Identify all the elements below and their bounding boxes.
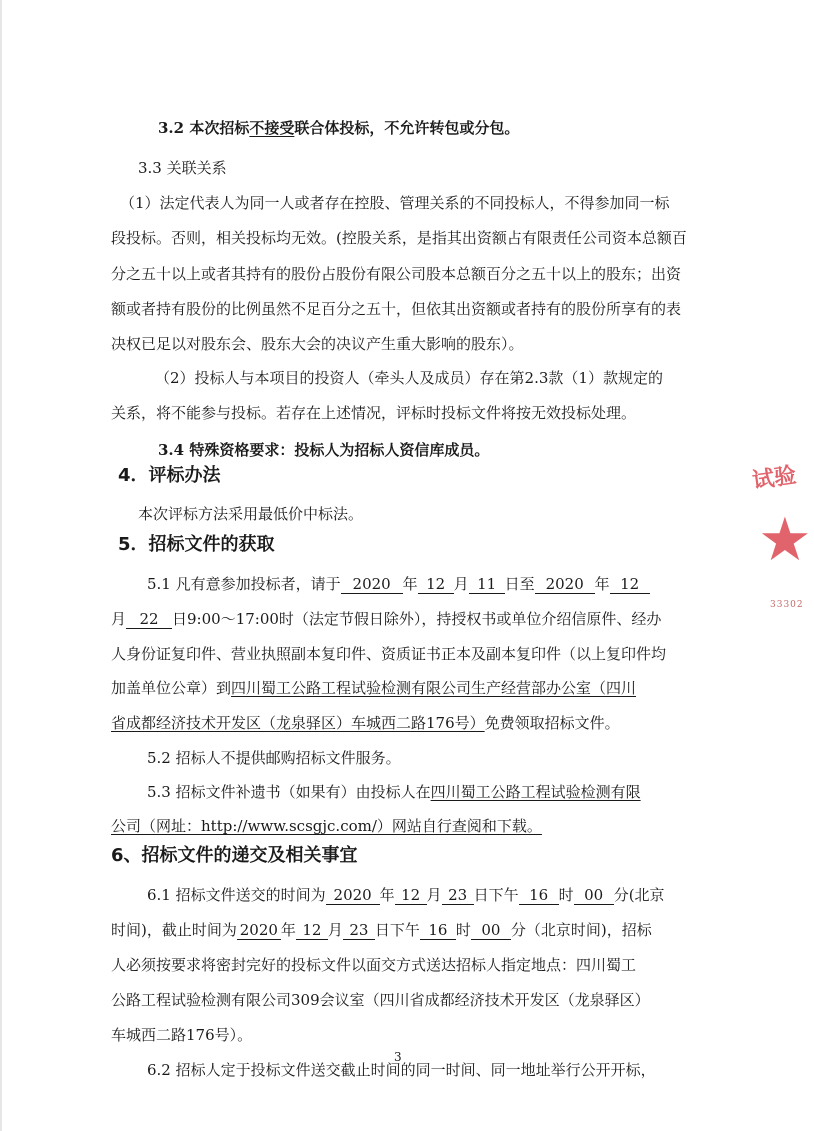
clause-3-3-p1-line: （1）法定代表人为同一人或者存在控股、管理关系的不同投标人，不得参加同一标 (120, 194, 670, 212)
clause-6-1-line1 (147, 885, 665, 905)
section-4-body: 本次评标方法采用最低价中标法。 (138, 505, 364, 523)
minute-field: 00 (574, 886, 614, 905)
page-edge (0, 0, 2, 1131)
seal-number: 33302 (770, 600, 804, 610)
month-field: 12 (296, 921, 328, 940)
month-field: 12 (610, 575, 650, 594)
clause-5-3-line2 (111, 816, 542, 836)
clause-6-1-line2 (111, 920, 652, 940)
text: 日下午 (374, 921, 420, 939)
text: 分(北京 (613, 886, 665, 904)
text: 月 (327, 921, 343, 939)
text: 日至 (504, 575, 535, 593)
clause-3-2-emphasis: 不接受 (249, 119, 295, 137)
year-field: 2020 (237, 921, 281, 940)
day-field: 23 (442, 886, 474, 905)
clause-6-1-line5: 车城西二路176号）。 (111, 1026, 253, 1044)
clause-5-1-line4 (111, 678, 636, 698)
day-field: 22 (126, 610, 172, 629)
text: 免费领取招标文件。 (484, 714, 620, 732)
clause-6-1-line4: 公路工程试验检测有限公司309会议室（四川省成都经济技术开发区（龙泉驿区） (111, 991, 650, 1009)
address-underlined: 省成都经济技术开发区（龙泉驿区）车城西二路176号） (111, 714, 485, 732)
text: 年 (379, 886, 395, 904)
section-5-title: 5．招标文件的获取 (118, 534, 275, 555)
text: 日下午 (473, 886, 519, 904)
year-field: 2020 (341, 575, 403, 594)
text: 5.1 凡有意参加投标者，请于 (147, 575, 341, 593)
section-4-title: 4．评标办法 (118, 465, 221, 486)
clause-3-3-p2-line: （2）投标人与本项目的投资人（牵头人及成员）存在第2.3款（1）款规定的 (155, 369, 663, 387)
clause-3-2-tail: 联合体投标，不允许转包或分包。 (294, 119, 520, 137)
year-field: 2020 (326, 886, 380, 905)
clause-5-1-line1 (147, 574, 650, 594)
text: 5.3 招标文件补遗书（如果有）由投标人在 (147, 783, 431, 801)
text: 时 (455, 921, 471, 939)
clause-3-4: 3.4 特殊资格要求：投标人为招标人资信库成员。 (158, 441, 490, 459)
text: 分（北京时间)，招标 (510, 921, 652, 939)
day-field: 11 (469, 575, 505, 594)
minute-field: 00 (471, 921, 511, 940)
clause-5-1-line3: 人身份证复印件、营业执照副本复印件、资质证书正本及副本复印件（以上复印件均 (111, 645, 667, 663)
text: 年 (594, 575, 610, 593)
website-underlined: 公司（网址：http://www.scsgjc.com/）网站自行查阅和下载。 (111, 817, 542, 835)
seal-star-icon: ★ (758, 505, 812, 575)
clause-3-3-title: 3.3 关联关系 (138, 159, 227, 177)
text: 月 (426, 886, 442, 904)
address-underlined: 四川蜀工公路工程试验检测有限公司生产经营部办公室（四川 (231, 679, 637, 697)
hour-field: 16 (519, 886, 559, 905)
clause-5-2: 5.2 招标人不提供邮购招标文件服务。 (147, 749, 401, 767)
clause-3-3-p1-line: 段投标。否则，相关投标均无效。(控股关系，是指其出资额占有限责任公司资本总额百 (111, 229, 687, 247)
clause-6-2: 6.2 招标人定于投标文件送交截止时间的同一时间、同一地址举行公开开标， (147, 1061, 656, 1079)
clause-3-2 (158, 118, 519, 138)
company-underlined: 四川蜀工公路工程试验检测有限 (430, 783, 641, 801)
clause-3-3-p2-line: 关系，将不能参与投标。若存在上述情况，评标时投标文件将按无效投标处理。 (111, 404, 637, 422)
clause-3-2-text: 3.2 本次招标 (158, 119, 250, 137)
seal-stamp-text: 试验 (750, 462, 798, 495)
clause-6-1-line3: 人必须按要求将密封完好的投标文件以面交方式送达招标人指定地点：四川蜀工 (111, 956, 637, 974)
text: 加盖单位公章）到 (111, 679, 232, 697)
clause-5-3-line1 (147, 782, 641, 802)
text: 月 (111, 610, 127, 628)
clause-3-3-p1-line: 分之五十以上或者其持有的股份占股份有限公司股本总额百分之五十以上的股东；出资 (111, 265, 682, 283)
hour-field: 16 (420, 921, 456, 940)
text: 时 (558, 886, 574, 904)
month-field: 12 (418, 575, 454, 594)
month-field: 12 (395, 886, 427, 905)
clause-5-1-line5 (111, 713, 620, 733)
text: 时间)，截止时间为 (111, 921, 237, 939)
text: 年 (280, 921, 296, 939)
text: 日9:00～17:00时（法定节假日除外），持授权书或单位介绍信原件、经办 (172, 610, 662, 628)
page-number: 3 (394, 1050, 402, 1064)
section-6-title: 6、招标文件的递交及相关事宜 (111, 845, 358, 866)
text: 年 (402, 575, 418, 593)
year-field: 2020 (535, 575, 595, 594)
text: 6.1 招标文件送交的时间为 (147, 886, 326, 904)
day-field: 23 (343, 921, 375, 940)
clause-3-3-p1-line: 额或者持有股份的比例虽然不足百分之五十，但依其出资额或者持有的股份所享有的表 (111, 300, 682, 318)
text: 月 (453, 575, 469, 593)
clause-5-1-line2 (111, 609, 661, 629)
clause-3-3-p1-line: 决权已足以对股东会、股东大会的决议产生重大影响的股东）。 (111, 335, 524, 353)
